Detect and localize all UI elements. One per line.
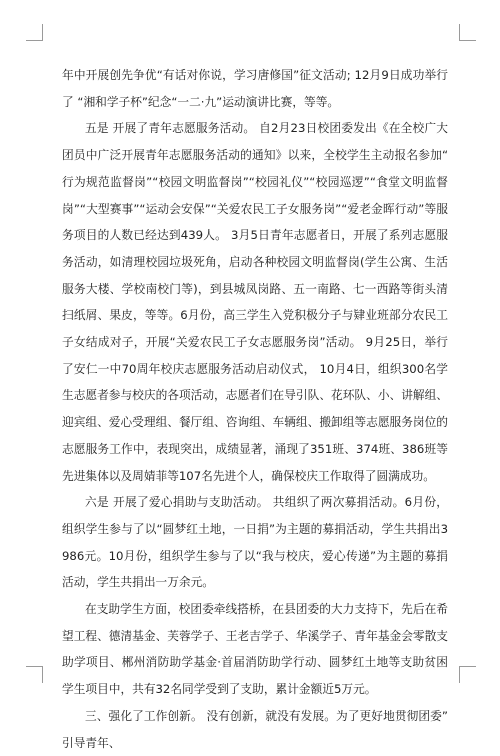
document-body <box>62 62 448 756</box>
crop-mark-bottom-right <box>459 666 476 683</box>
crop-mark-top-right <box>459 24 476 41</box>
paragraph-innovation: 三、强化了工作创新。 没有创新，就没有发展。为了更好地贯彻团委”引导青年、 <box>62 708 448 750</box>
crop-mark-top-left <box>26 24 43 41</box>
paragraph-student-support: 在支助学生方面，校团委牵线搭桥，在县团委的大力支持下，先后在希望工程、德清基金、芙蓉学子、王老吉学子、华溪学子、青年基金会零散支助学项目、郴州消防助学基金·首届消防助学行动、圆梦红土地等支助贫困学生项目中，共有32名同学受到了支助，累计金额近5万元。 <box>62 602 448 697</box>
paragraph-volunteer-service: 五是 开展了青年志愿服务活动。 自2月23日校团委发出《在全校广大团员中广泛开展青年志愿服务活动的通知》以来，全校学生主动报名参加“行为规范监督岗”“校园文明监督岗”“校园礼仪”“校园巡逻”“食堂文明监督岗”“大型赛事”“运动会安保”“关爱农民工子女服务岗”“爱老金晖行动”等服务项目的人数已经达到439人。 3月5日青年志愿者日，开展了系列志愿服务活动，如清理校园垃圾死角，启动各种校园文明监督岗(学生公寓、生活服务大楼、学校南校门等)，到县城凤岗路、五一南路、七一西路等街头清扫纸屑、果皮，等等。6月份，高三学生入党积极分子与肄业班部分农民工子女结成对子，开展“关爱农民工子女志愿服务岗”活动。 9月25日，举行了安仁一中70周年校庆志愿服务活动启动仪式， 10月4日，组织300名学生志愿者参与校庆的各项活动，志愿者们在导引队、花环队、小、讲解组、迎宾组、爱心受理组、餐厅组、咨询组、车辆组、搬卸组等志愿服务岗位的志愿服务工作中，表现突出，成绩显著，涌现了351班、374班、386班等先进集体以及周婧菲等107名先进个人，确保校庆工作取得了圆满成功。 <box>62 121 448 483</box>
paragraph-donation: 六是 开展了爱心捐助与支助活动。 共组织了两次募捐活动。6月份，组织学生参与了以“圆梦红土地，一日捐”为主题的募捐活动，学生共捐出3986元。10月份，组织学生参与了以“我与校庆，爱心传递”为主题的募捐活动，学生共捐出一万余元。 <box>62 495 448 590</box>
paragraph-continuation: 年中开展创先争优“有话对你说，学习唐修国”征文活动; 12月9日成功举行了 “湘和学子杯”纪念“一二·九”运动演讲比赛，等等。 <box>62 68 448 109</box>
crop-mark-bottom-left <box>26 666 43 683</box>
